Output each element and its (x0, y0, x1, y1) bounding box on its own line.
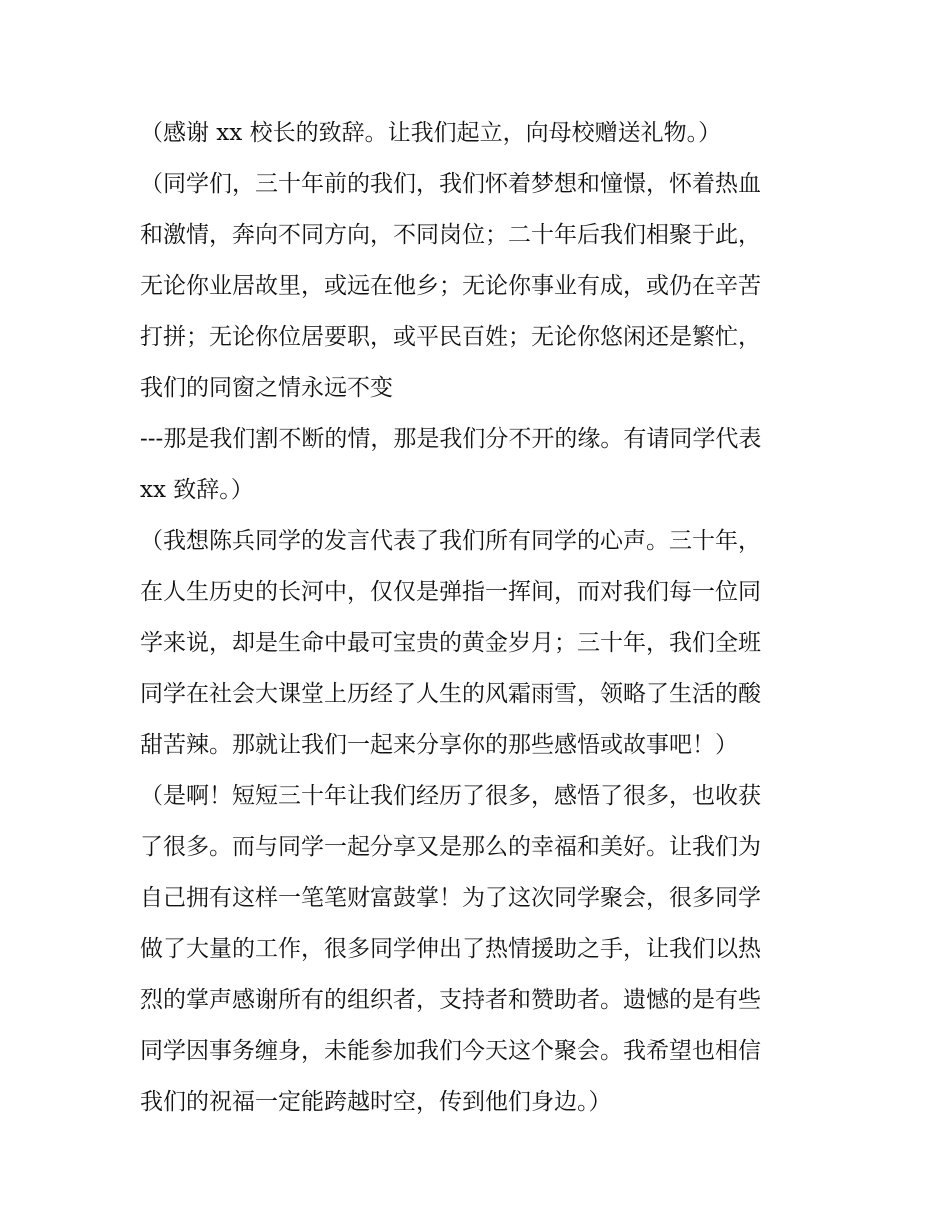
text-line: 自己拥有这样一笔笔财富鼓掌！为了这次同学聚会，很多同学 (140, 885, 761, 911)
text-line: 我们的同窗之情永远不变 (140, 375, 393, 401)
text-line: 甜苦辣。那就让我们一起来分享你的那些感悟或故事吧！） (140, 732, 738, 758)
text-line: 我们的祝福一定能跨越时空，传到他们身边。） (140, 1089, 612, 1115)
text-line: （感谢 xx 校长的致辞。让我们起立，向母校赠送礼物。） (140, 120, 722, 146)
text-line: 同学因事务缠身，未能参加我们今天这个聚会。我希望也相信 (140, 1038, 761, 1064)
text-line: ---那是我们割不断的情，那是我们分不开的缘。有请同学代表 (140, 426, 762, 452)
text-line: 无论你业居故里，或远在他乡；无论你事业有成，或仍在辛苦 (140, 273, 761, 299)
text-line: 打拼；无论你位居要职，或平民百姓；无论你悠闲还是繁忙， (140, 324, 761, 350)
text-line: （我想陈兵同学的发言代表了我们所有同学的心声。三十年， (140, 528, 761, 554)
text-line: 同学在社会大课堂上历经了人生的风霜雨雪，领略了生活的酸 (140, 681, 761, 707)
text-line: 做了大量的工作，很多同学伸出了热情援助之手，让我们以热 (140, 936, 761, 962)
text-line: 在人生历史的长河中，仅仅是弹指一挥间，而对我们每一位同 (140, 579, 761, 605)
text-line: 了很多。而与同学一起分享又是那么的幸福和美好。让我们为 (140, 834, 761, 860)
text-line: （是啊！短短三十年让我们经历了很多，感悟了很多，也收获 (140, 783, 761, 809)
text-line: 和激情，奔向不同方向，不同岗位；二十年后我们相聚于此， (140, 222, 761, 248)
text-line: 学来说，却是生命中最可宝贵的黄金岁月；三十年，我们全班 (140, 630, 761, 656)
document-body (140, 108, 820, 1128)
text-line: 烈的掌声感谢所有的组织者，支持者和赞助者。遗憾的是有些 (140, 987, 761, 1013)
text-line: xx 致辞。） (140, 477, 254, 503)
text-line: （同学们，三十年前的我们，我们怀着梦想和憧憬，怀着热血 (140, 171, 761, 197)
